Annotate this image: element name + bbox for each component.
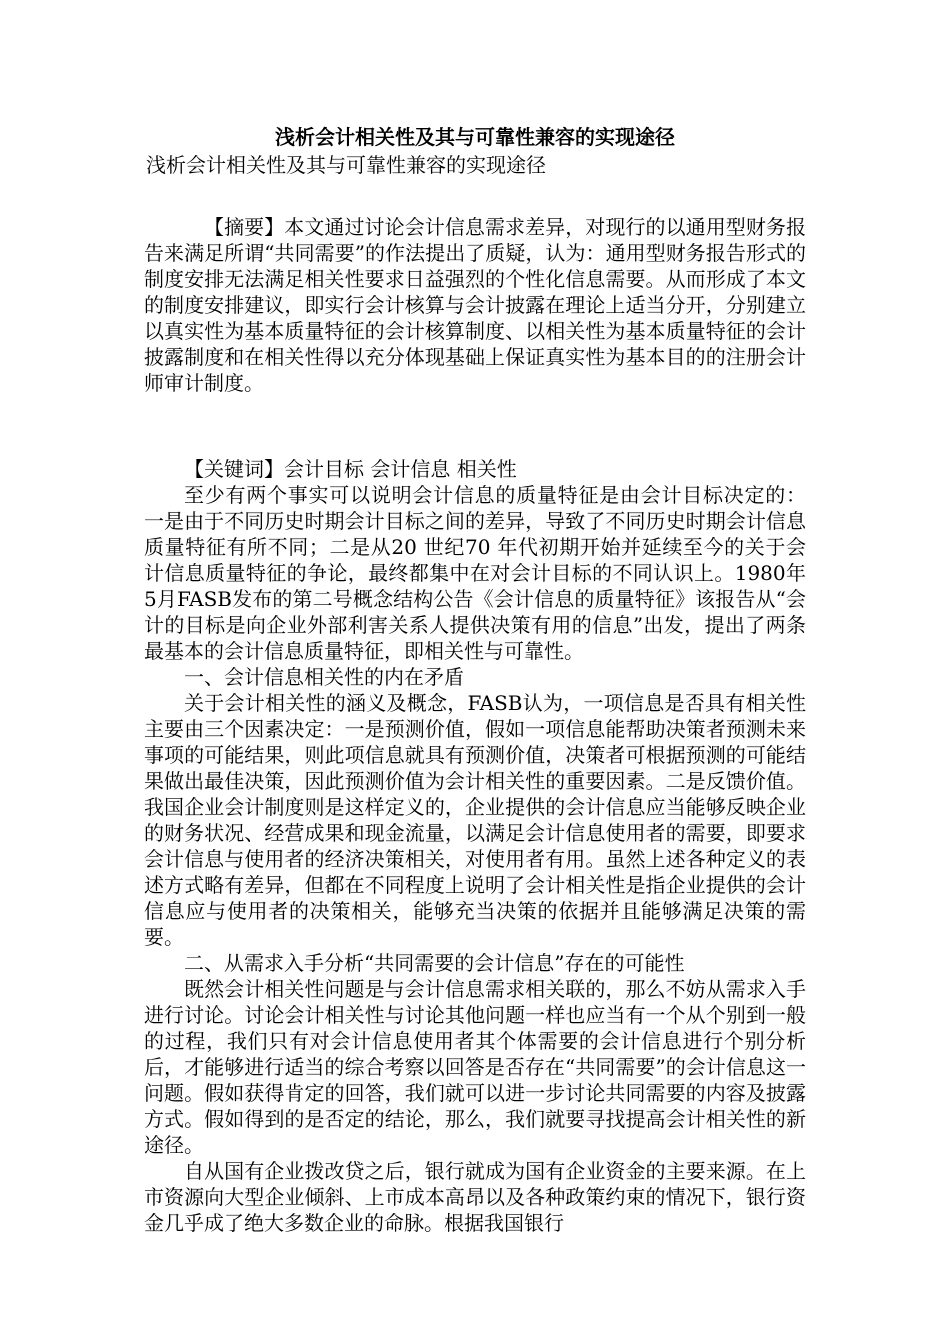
body-paragraph-3: 既然会计相关性问题是与会计信息需求相关联的，那么不妨从需求入手进行讨论。讨论会计相关性与讨论其他问题一样也应当有一个从个别到一般的过程，我们只有对会计信息使用者其个体需要的会计信息进行个别分析后，才能够进行适当的综合考察以回答是否存在“共同需要”的会计信息这一问题。假如获得肯定的回答，我们就可以进一步讨论共同需要的内容及披露方式。假如得到的是否定的结论，那么，我们就要寻找提高会计相关性的新途径。: [144, 977, 806, 1157]
keywords-line: 【关键词】会计目标 会计信息 相关性: [184, 457, 517, 481]
body-paragraph-2: 关于会计相关性的涵义及概念，FASB认为，一项信息是否具有相关性主要由三个因素决定：一是预测价值，假如一项信息能帮助决策者预测未来事项的可能结果，则此项信息就具有预测价值，决策者可根据预测的可能结果做出最佳决策，因此预测价值为会计相关性的重要因素。二是反馈价值。我国企业会计制度则是这样定义的，企业提供的会计信息应当能够反映企业的财务状况、经营成果和现金流量，以满足会计信息使用者的需要，即要求会计信息与使用者的经济决策相关，对使用者有用。虽然上述各种定义的表述方式略有差异，但都在不同程度上说明了会计相关性是指企业提供的会计信息应与使用者的决策相关，能够充当决策的依据并且能够满足决策的需要。: [144, 691, 806, 949]
body-paragraph-1: 至少有两个事实可以说明会计信息的质量特征是由会计目标决定的： 一是由于不同历史时期会计目标之间的差异，导致了不同历史时期会计信息质量特征有所不同；二是从20 世纪70 年代初期开始并延续至今的关于会计信息质量特征的争论，最终都集中在对会计目标的不同认识上。1980年5月FASB发布的第二号概念结构公告《会计信息的质量特征》该报告从“会计的目标是向企业外部利害关系人提供决策有用的信息”出发，提出了两条最基本的会计信息质量特征，即相关性与可靠性。: [144, 483, 806, 663]
section-heading-2: 二、从需求入手分析“共同需要的会计信息”存在的可能性: [184, 951, 685, 975]
abstract-paragraph: 【摘要】本文通过讨论会计信息需求差异，对现行的以通用型财务报告来满足所谓“共同需要”的作法提出了质疑，认为：通用型财务报告形式的制度安排无法满足相关性要求日益强烈的个性化信息需要。从而形成了本文的制度安排建议，即实行会计核算与会计披露在理论上适当分开，分别建立以真实性为基本质量特征的会计核算制度、以相关性为基本质量特征的会计披露制度和在相关性得以充分体现基础上保证真实性为基本目的的注册会计师审计制度。: [144, 215, 806, 395]
document-page: [144, 124, 806, 1236]
document-subtitle: 浅析会计相关性及其与可靠性兼容的实现途径: [146, 153, 546, 177]
document-title: 浅析会计相关性及其与可靠性兼容的实现途径: [275, 125, 675, 149]
section-heading-1: 一、会计信息相关性的内在矛盾: [184, 665, 464, 689]
body-paragraph-4: 自从国有企业拨改贷之后，银行就成为国有企业资金的主要来源。在上市资源向大型企业倾斜、上市成本高昂以及各种政策约束的情况下，银行资金几乎成了绝大多数企业的命脉。根据我国银行: [144, 1159, 806, 1235]
